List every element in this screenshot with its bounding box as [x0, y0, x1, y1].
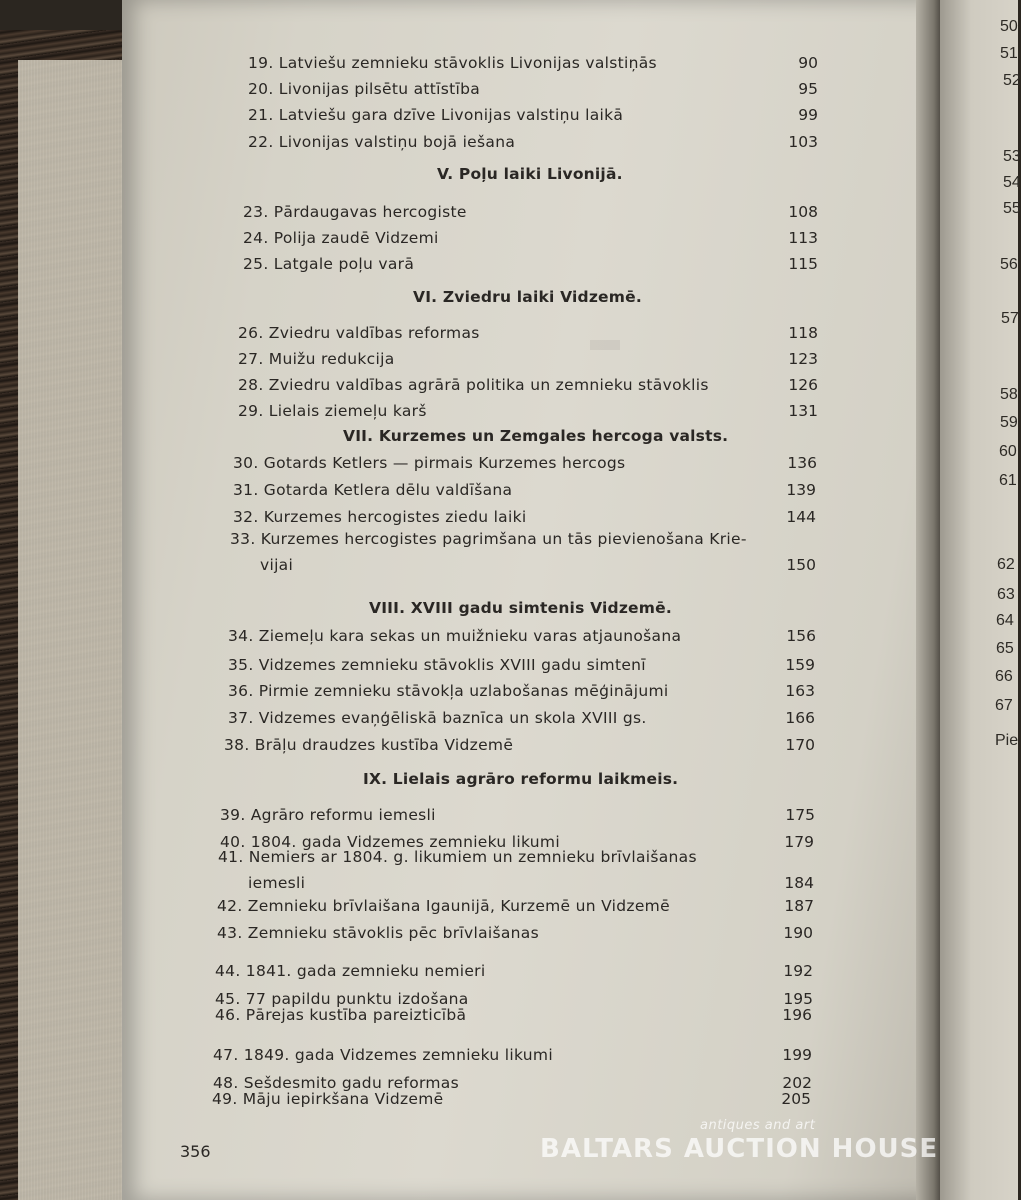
- entry-page-number: 187: [784, 897, 814, 915]
- toc-entry: [215, 962, 485, 980]
- toc-entry: [218, 848, 697, 892]
- entry-title: 1849. gada Vidzemes zemnieku likumi: [243, 1046, 553, 1064]
- entry-number: 42.: [217, 897, 248, 915]
- entry-number: 38.: [224, 736, 255, 754]
- entry-title: Agrāro reformu iemesli: [250, 806, 436, 824]
- entry-number: 37.: [228, 709, 259, 727]
- toc-entry: [238, 376, 709, 394]
- entry-title: Brāļu draudzes kustība Vidzemē: [254, 736, 514, 754]
- toc-entry: [217, 897, 670, 915]
- page-number: 356: [180, 1142, 211, 1161]
- entry-number: 45.: [215, 990, 246, 1008]
- right-page-number: 52: [1003, 72, 1021, 89]
- entry-title: Vidzemes evaņģēliskā baznīca un skola XVIII gs.: [258, 709, 647, 727]
- toc-entry: [217, 924, 539, 942]
- entry-page-number: 199: [782, 1046, 812, 1064]
- toc-entry: [248, 133, 515, 151]
- entry-number: 33.: [230, 530, 261, 548]
- entry-page-number: 123: [788, 350, 818, 368]
- entry-page-number: 118: [788, 324, 818, 342]
- entry-page-number: 144: [786, 508, 816, 526]
- entry-title: Latgale poļu varā: [273, 255, 415, 273]
- entry-number: 19.: [248, 54, 279, 72]
- watermark-subtitle: antiques and art: [700, 1118, 816, 1133]
- entry-page-number: 190: [783, 924, 813, 942]
- entry-page-number: 139: [786, 481, 816, 499]
- entry-title: Lielais ziemeļu karš: [268, 402, 427, 420]
- toc-entry: [243, 255, 414, 273]
- entry-title: Latviešu gara dzīve Livonijas valstiņu laikā: [278, 106, 624, 124]
- entry-title: Vidzemes zemnieku stāvoklis XVIII gadu simtenī: [258, 656, 646, 674]
- toc-entry: [228, 656, 646, 674]
- entry-title: Gotards Ketlers — pirmais Kurzemes hercogs: [263, 454, 626, 472]
- right-page-number: 50: [1000, 18, 1018, 35]
- entry-page-number: 115: [788, 255, 818, 273]
- right-page-number: 54: [1003, 174, 1021, 191]
- entry-title: Gotarda Ketlera dēlu valdīšana: [263, 481, 513, 499]
- entry-number: 48.: [213, 1074, 244, 1092]
- toc-entry: [248, 106, 623, 124]
- right-page-number: Pie: [995, 732, 1019, 749]
- entry-number: 28.: [238, 376, 269, 394]
- right-page-number: 57: [1001, 310, 1019, 327]
- entry-number: 49.: [212, 1090, 243, 1108]
- entry-number: 20.: [248, 80, 279, 98]
- entry-title: Māju iepirkšana Vidzemē: [242, 1090, 444, 1108]
- entry-number: 41.: [218, 848, 249, 866]
- entry-title: Pirmie zemnieku stāvokļa uzlabošanas mēģinājumi: [258, 682, 669, 700]
- entry-page-number: 156: [786, 627, 816, 645]
- entry-page-number: 192: [783, 962, 813, 980]
- entry-page-number: 108: [788, 203, 818, 221]
- entry-number: 46.: [215, 1006, 246, 1024]
- toc-entry: [238, 402, 427, 420]
- right-page-number: 63: [997, 586, 1015, 603]
- entry-number: 30.: [233, 454, 264, 472]
- entry-page-number: 163: [785, 682, 815, 700]
- toc-entry: [238, 350, 395, 368]
- toc-entry: [230, 530, 747, 574]
- right-page-number: 56: [1000, 256, 1018, 273]
- toc-entry: [233, 481, 512, 499]
- entry-title: Zviedru valdības agrārā politika un zemnieku stāvoklis: [268, 376, 709, 394]
- entry-number: 47.: [213, 1046, 244, 1064]
- entry-page-number: 175: [785, 806, 815, 824]
- entry-page-number: 195: [783, 990, 813, 1008]
- bleed-through-text: [590, 340, 620, 350]
- right-page-number: 66: [995, 668, 1013, 685]
- entry-number: 40.: [220, 833, 251, 851]
- toc-entry: [224, 736, 513, 754]
- toc-entry: [248, 80, 480, 98]
- entry-title: Zemnieku stāvoklis pēc brīvlaišanas: [247, 924, 539, 942]
- right-page-number: 61: [999, 472, 1017, 489]
- entry-page-number: 90: [798, 54, 818, 72]
- entry-title: Zemnieku brīvlaišana Igaunijā, Kurzemē un Vidzemē: [247, 897, 670, 915]
- right-page-number: 53: [1003, 148, 1021, 165]
- entry-page-number: 113: [788, 229, 818, 247]
- section-heading: V. Poļu laiki Livonijā.: [437, 165, 623, 183]
- entry-number: 35.: [228, 656, 259, 674]
- entry-number: 31.: [233, 481, 264, 499]
- entry-page-number: 150: [786, 556, 816, 574]
- entry-number: 29.: [238, 402, 269, 420]
- entry-page-number: 95: [798, 80, 818, 98]
- entry-title: Zviedru valdības reformas: [268, 324, 480, 342]
- entry-page-number: 103: [788, 133, 818, 151]
- entry-page-number: 131: [788, 402, 818, 420]
- entry-title-continued: vijai: [260, 556, 294, 574]
- entry-number: 44.: [215, 962, 246, 980]
- entry-title: Sešdesmito gadu reformas: [243, 1074, 459, 1092]
- entry-title-continued: iemesli: [248, 874, 306, 892]
- entry-title: Pārejas kustība pareizticībā: [245, 1006, 467, 1024]
- toc-entry: [248, 54, 657, 72]
- entry-title: Livonijas valstiņu bojā iešana: [278, 133, 516, 151]
- entry-title: Kurzemes hercogistes pagrimšana un tās pievienošana Krie-: [260, 530, 747, 548]
- right-page-number: 55: [1003, 200, 1021, 217]
- entry-number: 26.: [238, 324, 269, 342]
- section-heading: VII. Kurzemes un Zemgales hercoga valsts.: [343, 427, 729, 445]
- entry-number: 43.: [217, 924, 248, 942]
- entry-page-number: 202: [782, 1074, 812, 1092]
- entry-page-number: 170: [785, 736, 815, 754]
- entry-title: Polija zaudē Vidzemi: [273, 229, 439, 247]
- toc-entry: [215, 1006, 466, 1024]
- entry-title: Nemiers ar 1804. g. likumiem un zemnieku brīvlaišanas: [248, 848, 697, 866]
- toc-entry: [228, 627, 681, 645]
- entry-page-number: 184: [784, 874, 814, 892]
- entry-title: 77 papildu punktu izdošana: [245, 990, 469, 1008]
- entry-number: 21.: [248, 106, 279, 124]
- entry-title: Ziemeļu kara sekas un muižnieku varas atjaunošana: [258, 627, 682, 645]
- toc-entry: [212, 1090, 443, 1108]
- entry-page-number: 179: [784, 833, 814, 851]
- entry-title: Livonijas pilsētu attīstība: [278, 80, 481, 98]
- right-page-number: 64: [996, 612, 1014, 629]
- entry-number: 23.: [243, 203, 274, 221]
- entry-page-number: 136: [787, 454, 817, 472]
- entry-page-number: 159: [785, 656, 815, 674]
- right-page-number: 65: [996, 640, 1014, 657]
- section-heading: IX. Lielais agrāro reformu laikmeis.: [363, 770, 679, 788]
- entry-number: 25.: [243, 255, 274, 273]
- entry-number: 22.: [248, 133, 279, 151]
- entry-number: 34.: [228, 627, 259, 645]
- right-page-number: 51: [1000, 45, 1018, 62]
- entry-title: Kurzemes hercogistes ziedu laiki: [263, 508, 527, 526]
- toc-entry: [228, 682, 669, 700]
- watermark-title: BALTARS AUCTION HOUSE: [540, 1134, 939, 1164]
- right-page-number: 67: [995, 697, 1013, 714]
- section-heading: VI. Zviedru laiki Vidzemē.: [413, 288, 642, 306]
- toc-entry: [243, 229, 439, 247]
- entry-page-number: 166: [785, 709, 815, 727]
- entry-number: 32.: [233, 508, 264, 526]
- toc-entry: [233, 454, 625, 472]
- toc-entry: [220, 806, 436, 824]
- toc-entry: [213, 1046, 553, 1064]
- right-page-number: 59: [1000, 414, 1018, 431]
- toc-entry: [238, 324, 480, 342]
- page-edges: [18, 60, 128, 1200]
- entry-title: Pārdaugavas hercogiste: [273, 203, 467, 221]
- entry-page-number: 205: [781, 1090, 811, 1108]
- entry-number: 27.: [238, 350, 269, 368]
- entry-number: 24.: [243, 229, 274, 247]
- entry-title: Latviešu zemnieku stāvoklis Livonijas valstiņās: [278, 54, 657, 72]
- toc-entry: [233, 508, 526, 526]
- toc-entry: [228, 709, 647, 727]
- entry-number: 36.: [228, 682, 259, 700]
- right-page-number: 62: [997, 556, 1015, 573]
- toc-entry: [243, 203, 467, 221]
- entry-page-number: 99: [798, 106, 818, 124]
- right-page-number: 58: [1000, 386, 1018, 403]
- entry-title: 1841. gada zemnieku nemieri: [245, 962, 486, 980]
- entry-page-number: 126: [788, 376, 818, 394]
- entry-title: 1804. gada Vidzemes zemnieku likumi: [250, 833, 560, 851]
- entry-number: 39.: [220, 806, 251, 824]
- section-heading: VIII. XVIII gadu simtenis Vidzemē.: [369, 599, 672, 617]
- entry-page-number: 196: [782, 1006, 812, 1024]
- entry-title: Muižu redukcija: [268, 350, 395, 368]
- right-page-number: 60: [999, 443, 1017, 460]
